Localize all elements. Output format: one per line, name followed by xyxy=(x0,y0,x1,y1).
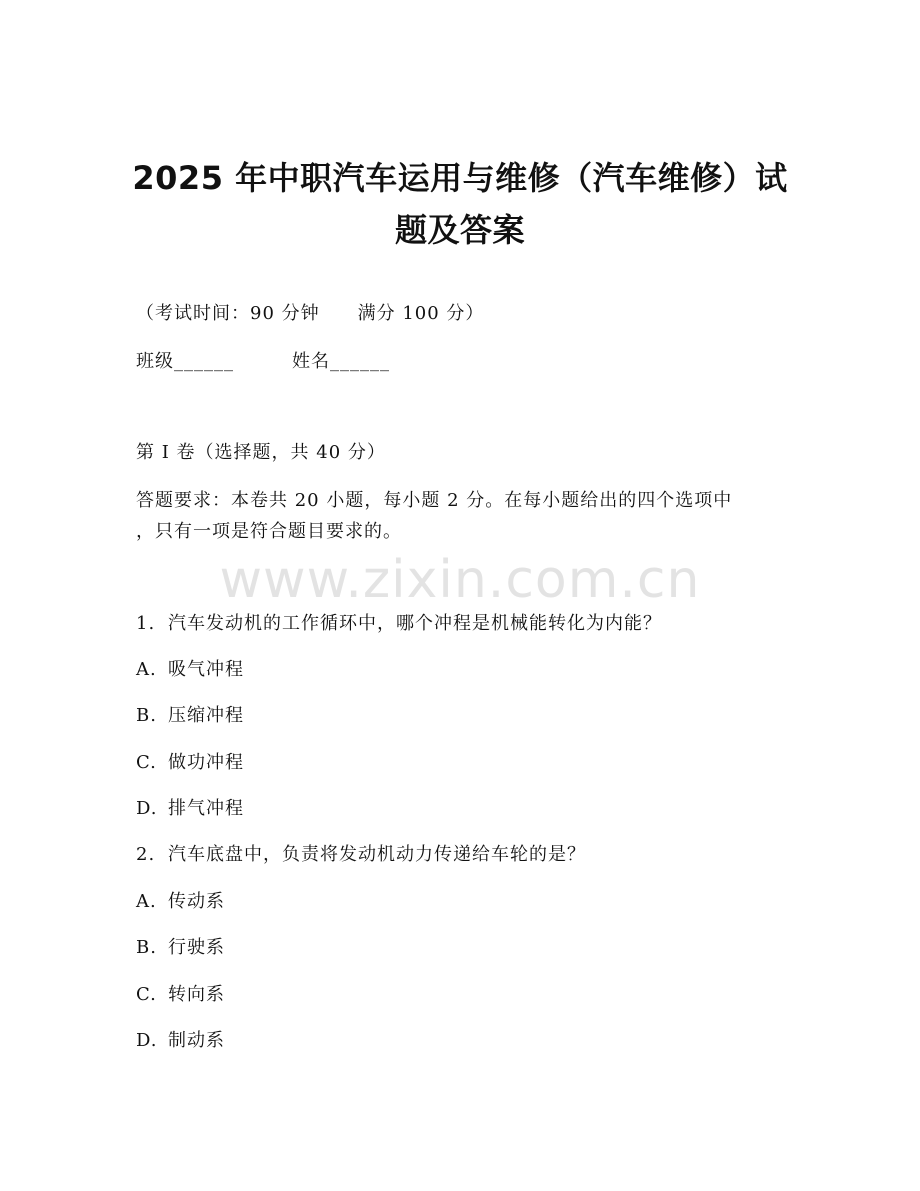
question-text: 汽车发动机的工作循环中，哪个冲程是机械能转化为内能？ xyxy=(168,613,662,634)
option-text: 排气冲程 xyxy=(168,798,244,819)
question-2-option-c xyxy=(136,983,225,1007)
option-letter: A. xyxy=(136,891,157,912)
option-text: 压缩冲程 xyxy=(168,705,244,726)
option-text: 吸气冲程 xyxy=(168,659,244,680)
option-letter: D. xyxy=(136,1030,158,1051)
question-number: 2. xyxy=(136,844,156,865)
question-text: 汽车底盘中，负责将发动机动力传递给车轮的是？ xyxy=(168,844,586,865)
question-1-option-b xyxy=(136,704,244,728)
option-text: 制动系 xyxy=(168,1030,225,1051)
option-letter: B. xyxy=(136,937,157,958)
student-info-row xyxy=(136,350,390,374)
answer-requirements-line-2: ，只有一项是符合题目要求的。 xyxy=(136,521,402,542)
question-2-option-b xyxy=(136,936,225,960)
title-line-2: 题及答案 xyxy=(394,211,525,249)
option-letter: C. xyxy=(136,984,157,1005)
exam-info: （考试时间：90 分钟 满分 100 分） xyxy=(136,303,485,324)
document-title xyxy=(100,152,820,256)
option-letter: C. xyxy=(136,752,157,773)
class-field-label: 班级______ xyxy=(136,351,234,372)
option-text: 传动系 xyxy=(168,891,225,912)
option-letter: A. xyxy=(136,659,157,680)
option-text: 行驶系 xyxy=(168,937,225,958)
question-2-option-a xyxy=(136,890,225,914)
question-2-option-d xyxy=(136,1029,225,1053)
option-text: 做功冲程 xyxy=(168,752,244,773)
option-letter: B. xyxy=(136,705,157,726)
question-number: 1. xyxy=(136,613,156,634)
section-heading: 第 I 卷（选择题，共 40 分） xyxy=(136,442,386,463)
watermark-text: www.zixin.com.cn xyxy=(219,550,701,610)
title-line-1: 2025 年中职汽车运用与维修（汽车维修）试 xyxy=(132,159,788,197)
question-1 xyxy=(136,612,662,636)
option-letter: D. xyxy=(136,798,158,819)
question-2 xyxy=(136,843,586,867)
name-field-label: 姓名______ xyxy=(292,351,390,372)
option-text: 转向系 xyxy=(168,984,225,1005)
question-1-option-d xyxy=(136,797,244,821)
question-1-option-c xyxy=(136,751,244,775)
answer-requirements-line-1: 答题要求：本卷共 20 小题，每小题 2 分。在每小题给出的四个选项中 xyxy=(136,490,733,511)
question-1-option-a xyxy=(136,658,244,682)
